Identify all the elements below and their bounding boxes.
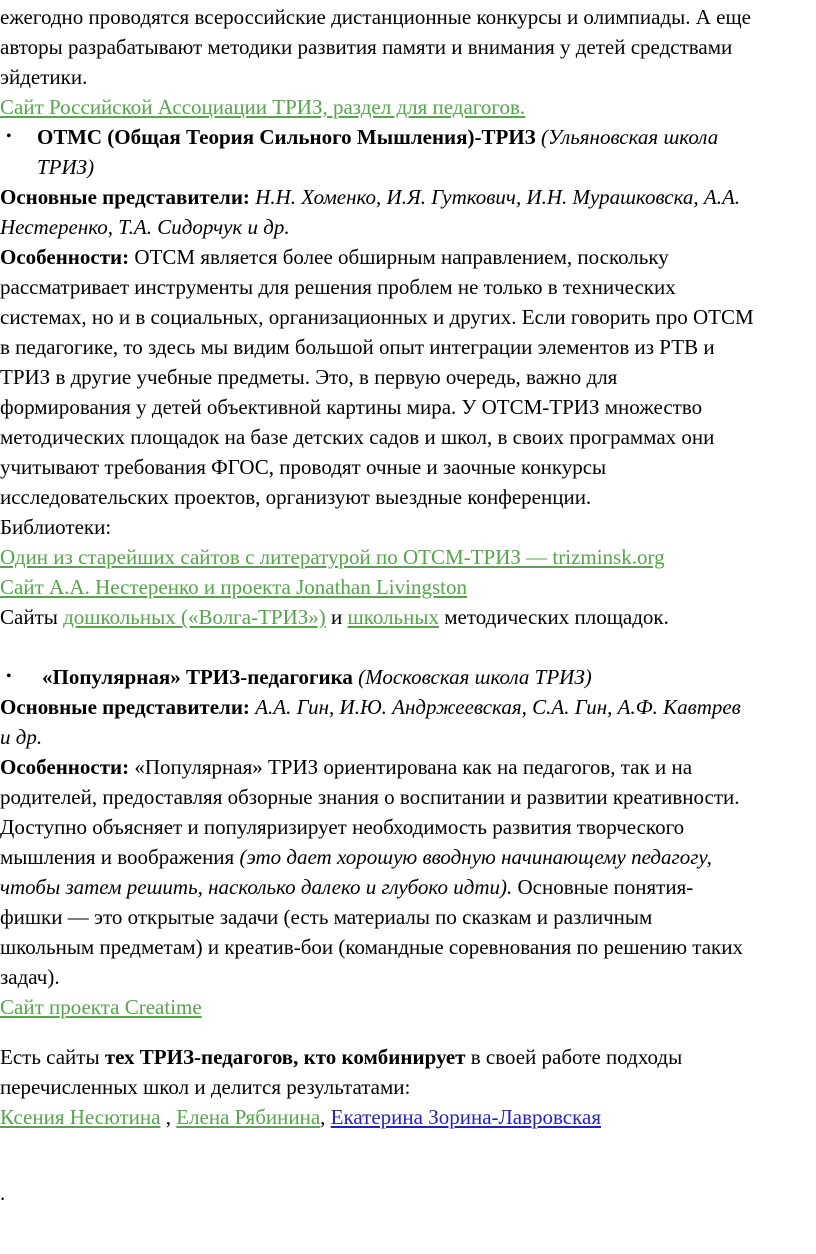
combined-line-2: перечисленных школ и делится результатами: xyxy=(0,1075,411,1099)
trizminsk-link[interactable]: Один из старейших сайтов с литературой по ОТСМ-ТРИЗ — trizminsk.org xyxy=(0,545,665,569)
intro-line-3: эйдетики. xyxy=(0,65,88,89)
popular-reps-cont: и др. xyxy=(0,725,43,749)
popular-feat-text: «Популярная» ТРИЗ ориентирована как на педагогов, так и на xyxy=(134,755,693,779)
popular-title: «Популярная» ТРИЗ-педагогика xyxy=(42,665,353,689)
combined-line-1: Есть сайты тех ТРИЗ-педагогов, кто комбинирует в своей работе подходы xyxy=(0,1045,683,1069)
preschool-sites-link[interactable]: дошкольных («Волга-ТРИЗ») xyxy=(63,605,326,629)
trizminsk-link-line xyxy=(0,542,665,572)
otsm-reps-label: Основные представители: xyxy=(0,185,250,209)
otsm-reps xyxy=(0,182,740,212)
popular-reps-names: А.А. Гин, И.Ю. Андржеевская, С.А. Гин, А.Ф. Кавтрев xyxy=(255,695,741,719)
popular-reps-label: Основные представители: xyxy=(0,695,250,719)
nesterenko-link[interactable]: Сайт А.А. Нестеренко и проекта Jonathan Livingston xyxy=(0,575,467,599)
otsm-feat-label: Особенности: xyxy=(0,245,130,269)
zorina-lavrovskaya-link[interactable]: Екатерина Зорина-Лавровская xyxy=(330,1105,601,1129)
otsm-reps-names: Н.Н. Хоменко, И.Я. Гуткович, И.Н. Мурашковска, А.А. xyxy=(255,185,741,209)
creatime-link-line xyxy=(0,992,202,1022)
trailing-dot: . xyxy=(0,1181,6,1205)
otsm-feat-text: ОТСМ является более обширным направлением, поскольку xyxy=(134,245,669,269)
otsm-feat-line-2: рассматривает инструменты для решения проблем не только в технических xyxy=(0,275,676,299)
otsm-feat-line-4: в педагогике, то здесь мы видим большой опыт интеграции элементов из РТВ и xyxy=(0,335,715,359)
nesterenko-link-line xyxy=(0,572,467,602)
popular-feat-label: Особенности: xyxy=(0,755,130,779)
otsm-features xyxy=(0,242,669,272)
popular-features xyxy=(0,752,692,782)
bullet-icon: • xyxy=(6,668,12,685)
popular-feat-line-4: мышления и воображения (это дает хорошую вводную начинающему педагогу, xyxy=(0,845,712,869)
otsm-title: ОТМС (Общая Теория Сильного Мышления)-ТРИЗ xyxy=(37,125,536,149)
sites-line: Сайты дошкольных («Волга-ТРИЗ») и школьных методических площадок. xyxy=(0,605,669,629)
otsm-reps-cont: Нестеренко, Т.А. Сидорчук и др. xyxy=(0,215,290,239)
triz-association-link[interactable]: Сайт Российской Ассоциации ТРИЗ, раздел для педагогов. xyxy=(0,95,526,119)
bullet-icon: • xyxy=(6,128,12,145)
otsm-feat-line-9: исследовательских проектов, организуют выездные конференции. xyxy=(0,485,592,509)
intro-line-1: ежегодно проводятся всероссийские дистанционные конкурсы и олимпиады. А еще xyxy=(0,5,751,29)
popular-feat-line-7: школьным предметам) и креатив-бои (командные соревнования по решению таких xyxy=(0,935,743,959)
intro-line-2: авторы разрабатывают методики развития памяти и внимания у детей средствами xyxy=(0,35,733,59)
otsm-school: (Ульяновская школа xyxy=(541,125,719,149)
otsm-feat-line-7: методических площадок на базе детских садов и школ, в своих программах они xyxy=(0,425,715,449)
nesyutina-link[interactable]: Ксения Несютина xyxy=(0,1105,161,1129)
triz-association-link-line xyxy=(0,92,525,122)
creatime-link[interactable]: Сайт проекта Creatime xyxy=(0,995,202,1019)
otsm-feat-line-8: учитывают требования ФГОС, проводят очные и заочные конкурсы xyxy=(0,455,607,479)
popular-feat-line-3: Доступно объясняет и популяризирует необходимость развития творческого xyxy=(0,815,685,839)
otsm-school-cont: ТРИЗ) xyxy=(37,155,95,179)
popular-reps xyxy=(0,692,741,722)
popular-feat-line-6: фишки — это открытые задачи (есть материалы по сказкам и различным xyxy=(0,905,653,929)
popular-feat-line-5: чтобы затем решить, насколько далеко и глубоко идти). Основные понятия- xyxy=(0,875,694,899)
otsm-feat-line-3: системах, но и в социальных, организационных и других. Если говорить про ОТСМ xyxy=(0,305,754,329)
ryabinina-link[interactable]: Елена Рябинина xyxy=(176,1105,321,1129)
school-sites-link[interactable]: школьных xyxy=(347,605,439,629)
popular-feat-line-2: родителей, предоставляя обзорные знания о воспитании и развитии креативности. xyxy=(0,785,740,809)
libraries-label: Библиотеки: xyxy=(0,515,112,539)
otsm-feat-line-5: ТРИЗ в другие учебные предметы. Это, в первую очередь, важно для xyxy=(0,365,618,389)
pedagogues-links: Ксения Несютина , Елена Рябинина, Екатерина Зорина-Лавровская xyxy=(0,1105,601,1129)
popular-school: (Московская школа ТРИЗ) xyxy=(358,665,592,689)
otsm-feat-line-6: формирования у детей объективной картины мира. У ОТСМ-ТРИЗ множество xyxy=(0,395,703,419)
popular-feat-line-8: задач). xyxy=(0,965,60,989)
